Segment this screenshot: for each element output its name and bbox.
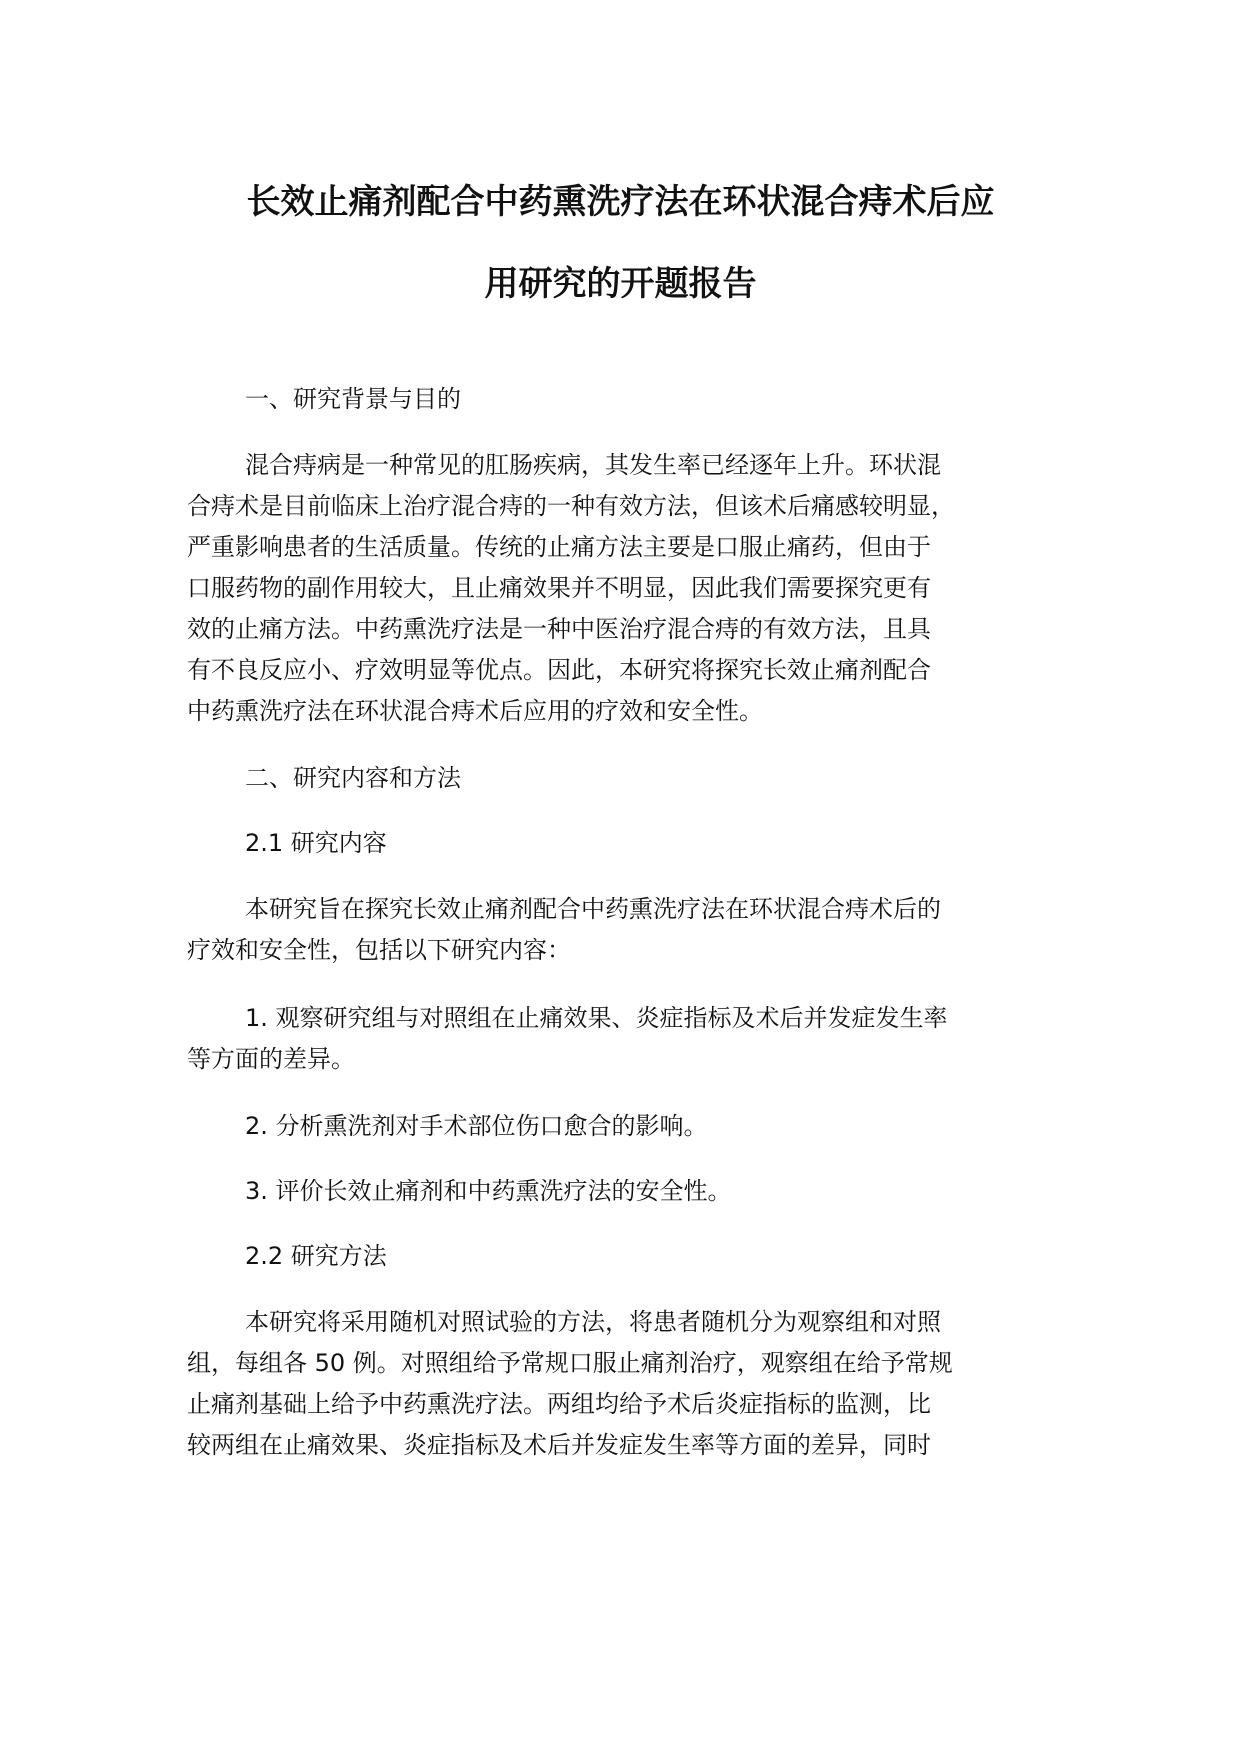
paragraph-line: 组，每组各 50 例。对照组给予常规口服止痛剂治疗，观察组在给予常规 <box>187 1349 953 1377</box>
subsection-heading-content: 2.1 研究内容 <box>245 829 387 857</box>
paragraph-methods <box>187 1302 1067 1466</box>
list-item-1 <box>187 998 1067 1080</box>
list-item-3: 3. 评价长效止痛剂和中药熏洗疗法的安全性。 <box>245 1177 732 1205</box>
list-item-line: 1. 观察研究组与对照组在止痛效果、炎症指标及术后并发症发生率 <box>245 1004 948 1032</box>
paragraph-line: 本研究旨在探究长效止痛剂配合中药熏洗疗法在环状混合痔术后的 <box>245 895 941 923</box>
paragraph-line: 中药熏洗疗法在环状混合痔术后应用的疗效和安全性。 <box>187 697 763 725</box>
paragraph-line: 合痔术是目前临床上治疗混合痔的一种有效方法，但该术后痛感较明显， <box>187 492 955 520</box>
paragraph-line: 效的止痛方法。中药熏洗疗法是一种中医治疗混合痔的有效方法，且具 <box>187 615 931 643</box>
paragraph-line: 口服药物的副作用较大，且止痛效果并不明显，因此我们需要探究更有 <box>187 574 931 602</box>
section-heading-content-methods: 二、研究内容和方法 <box>245 764 461 792</box>
paragraph-line: 有不良反应小、疗效明显等优点。因此，本研究将探究长效止痛剂配合 <box>187 656 931 684</box>
paragraph-line: 止痛剂基础上给予中药熏洗疗法。两组均给予术后炎症指标的监测，比 <box>187 1390 931 1418</box>
paragraph-background <box>187 445 1067 732</box>
document-title-line-1: 长效止痛剂配合中药熏洗疗法在环状混合痔术后应 <box>246 182 995 222</box>
list-item-line: 等方面的差异。 <box>187 1045 355 1073</box>
document-body <box>187 380 1067 1493</box>
list-item-2: 2. 分析熏洗剂对手术部位伤口愈合的影响。 <box>245 1112 708 1140</box>
section-heading-background: 一、研究背景与目的 <box>245 385 461 413</box>
paragraph-line: 混合痔病是一种常见的肛肠疾病，其发生率已经逐年上升。环状混 <box>245 451 941 479</box>
paragraph-line: 疗效和安全性，包括以下研究内容： <box>187 936 571 964</box>
paragraph-line: 较两组在止痛效果、炎症指标及术后并发症发生率等方面的差异，同时 <box>187 1431 931 1459</box>
paragraph-content-intro <box>187 889 1067 971</box>
subsection-heading-methods: 2.2 研究方法 <box>245 1242 387 1270</box>
paragraph-line: 本研究将采用随机对照试验的方法，将患者随机分为观察组和对照 <box>245 1308 941 1336</box>
document-title-line-2: 用研究的开题报告 <box>484 264 757 304</box>
paragraph-line: 严重影响患者的生活质量。传统的止痛方法主要是口服止痛药，但由于 <box>187 533 931 561</box>
